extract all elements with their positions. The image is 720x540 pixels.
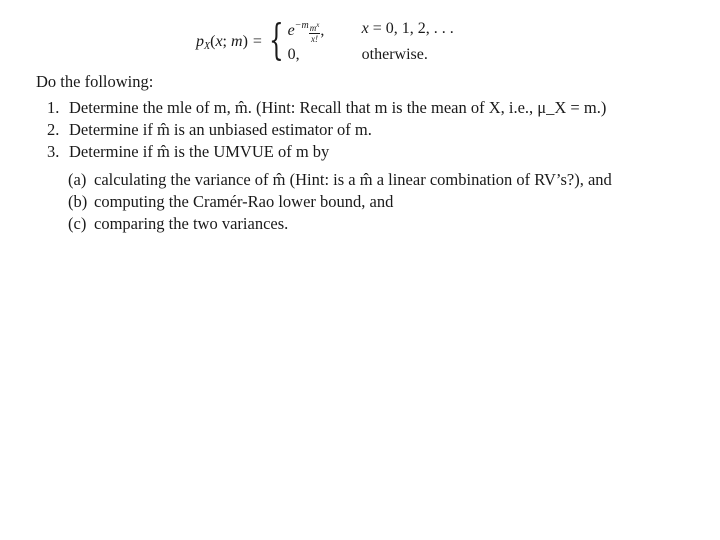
list-item (68, 191, 612, 213)
pmf-equation (196, 15, 454, 64)
subitem-text: computing the Cramér-Rao lower bound, and (94, 192, 394, 211)
list-item (68, 169, 612, 191)
list-item (47, 119, 606, 141)
list-item (47, 141, 606, 163)
subitem-text: comparing the two variances. (94, 214, 289, 233)
equation-lhs: $p_X(x$; m) (196, 32, 248, 52)
question-number: 3. (47, 142, 60, 161)
question-number: 1. (47, 98, 60, 117)
subitem-tag: (b) (68, 192, 88, 211)
question-text: Determine if m̂ is the UMVUE of m by (69, 142, 330, 161)
equals-sign: = (252, 33, 262, 50)
case1-condition: x = 0, 1, 2, . . . (361, 20, 454, 37)
question-number: 2. (47, 120, 60, 139)
list-item (47, 97, 606, 119)
intro-text: Do the following: (36, 72, 154, 91)
question-text: Determine the mle of m, m̂. (Hint: Recall that m is the mean of X, i.e., μ_X = m.) (69, 98, 607, 117)
subitem-tag: (c) (68, 214, 87, 233)
subitem-list (68, 169, 612, 235)
case2-condition: otherwise. (361, 46, 428, 63)
question-text: Determine if m̂ is an unbiased estimator of m. (69, 120, 372, 139)
subitem-tag: (a) (68, 170, 87, 189)
left-brace: { (268, 15, 284, 64)
question-list (47, 97, 606, 163)
case1-value: $e^{-m}$ $\frac{m^x}{x!}$ , (287, 20, 325, 44)
case2-value: 0, (287, 46, 300, 63)
list-item (68, 213, 612, 235)
subitem-text: calculating the variance of m̂ (Hint: is a m̂ a linear combination of RV’s?), and (94, 170, 612, 189)
equation-cases (288, 20, 454, 64)
